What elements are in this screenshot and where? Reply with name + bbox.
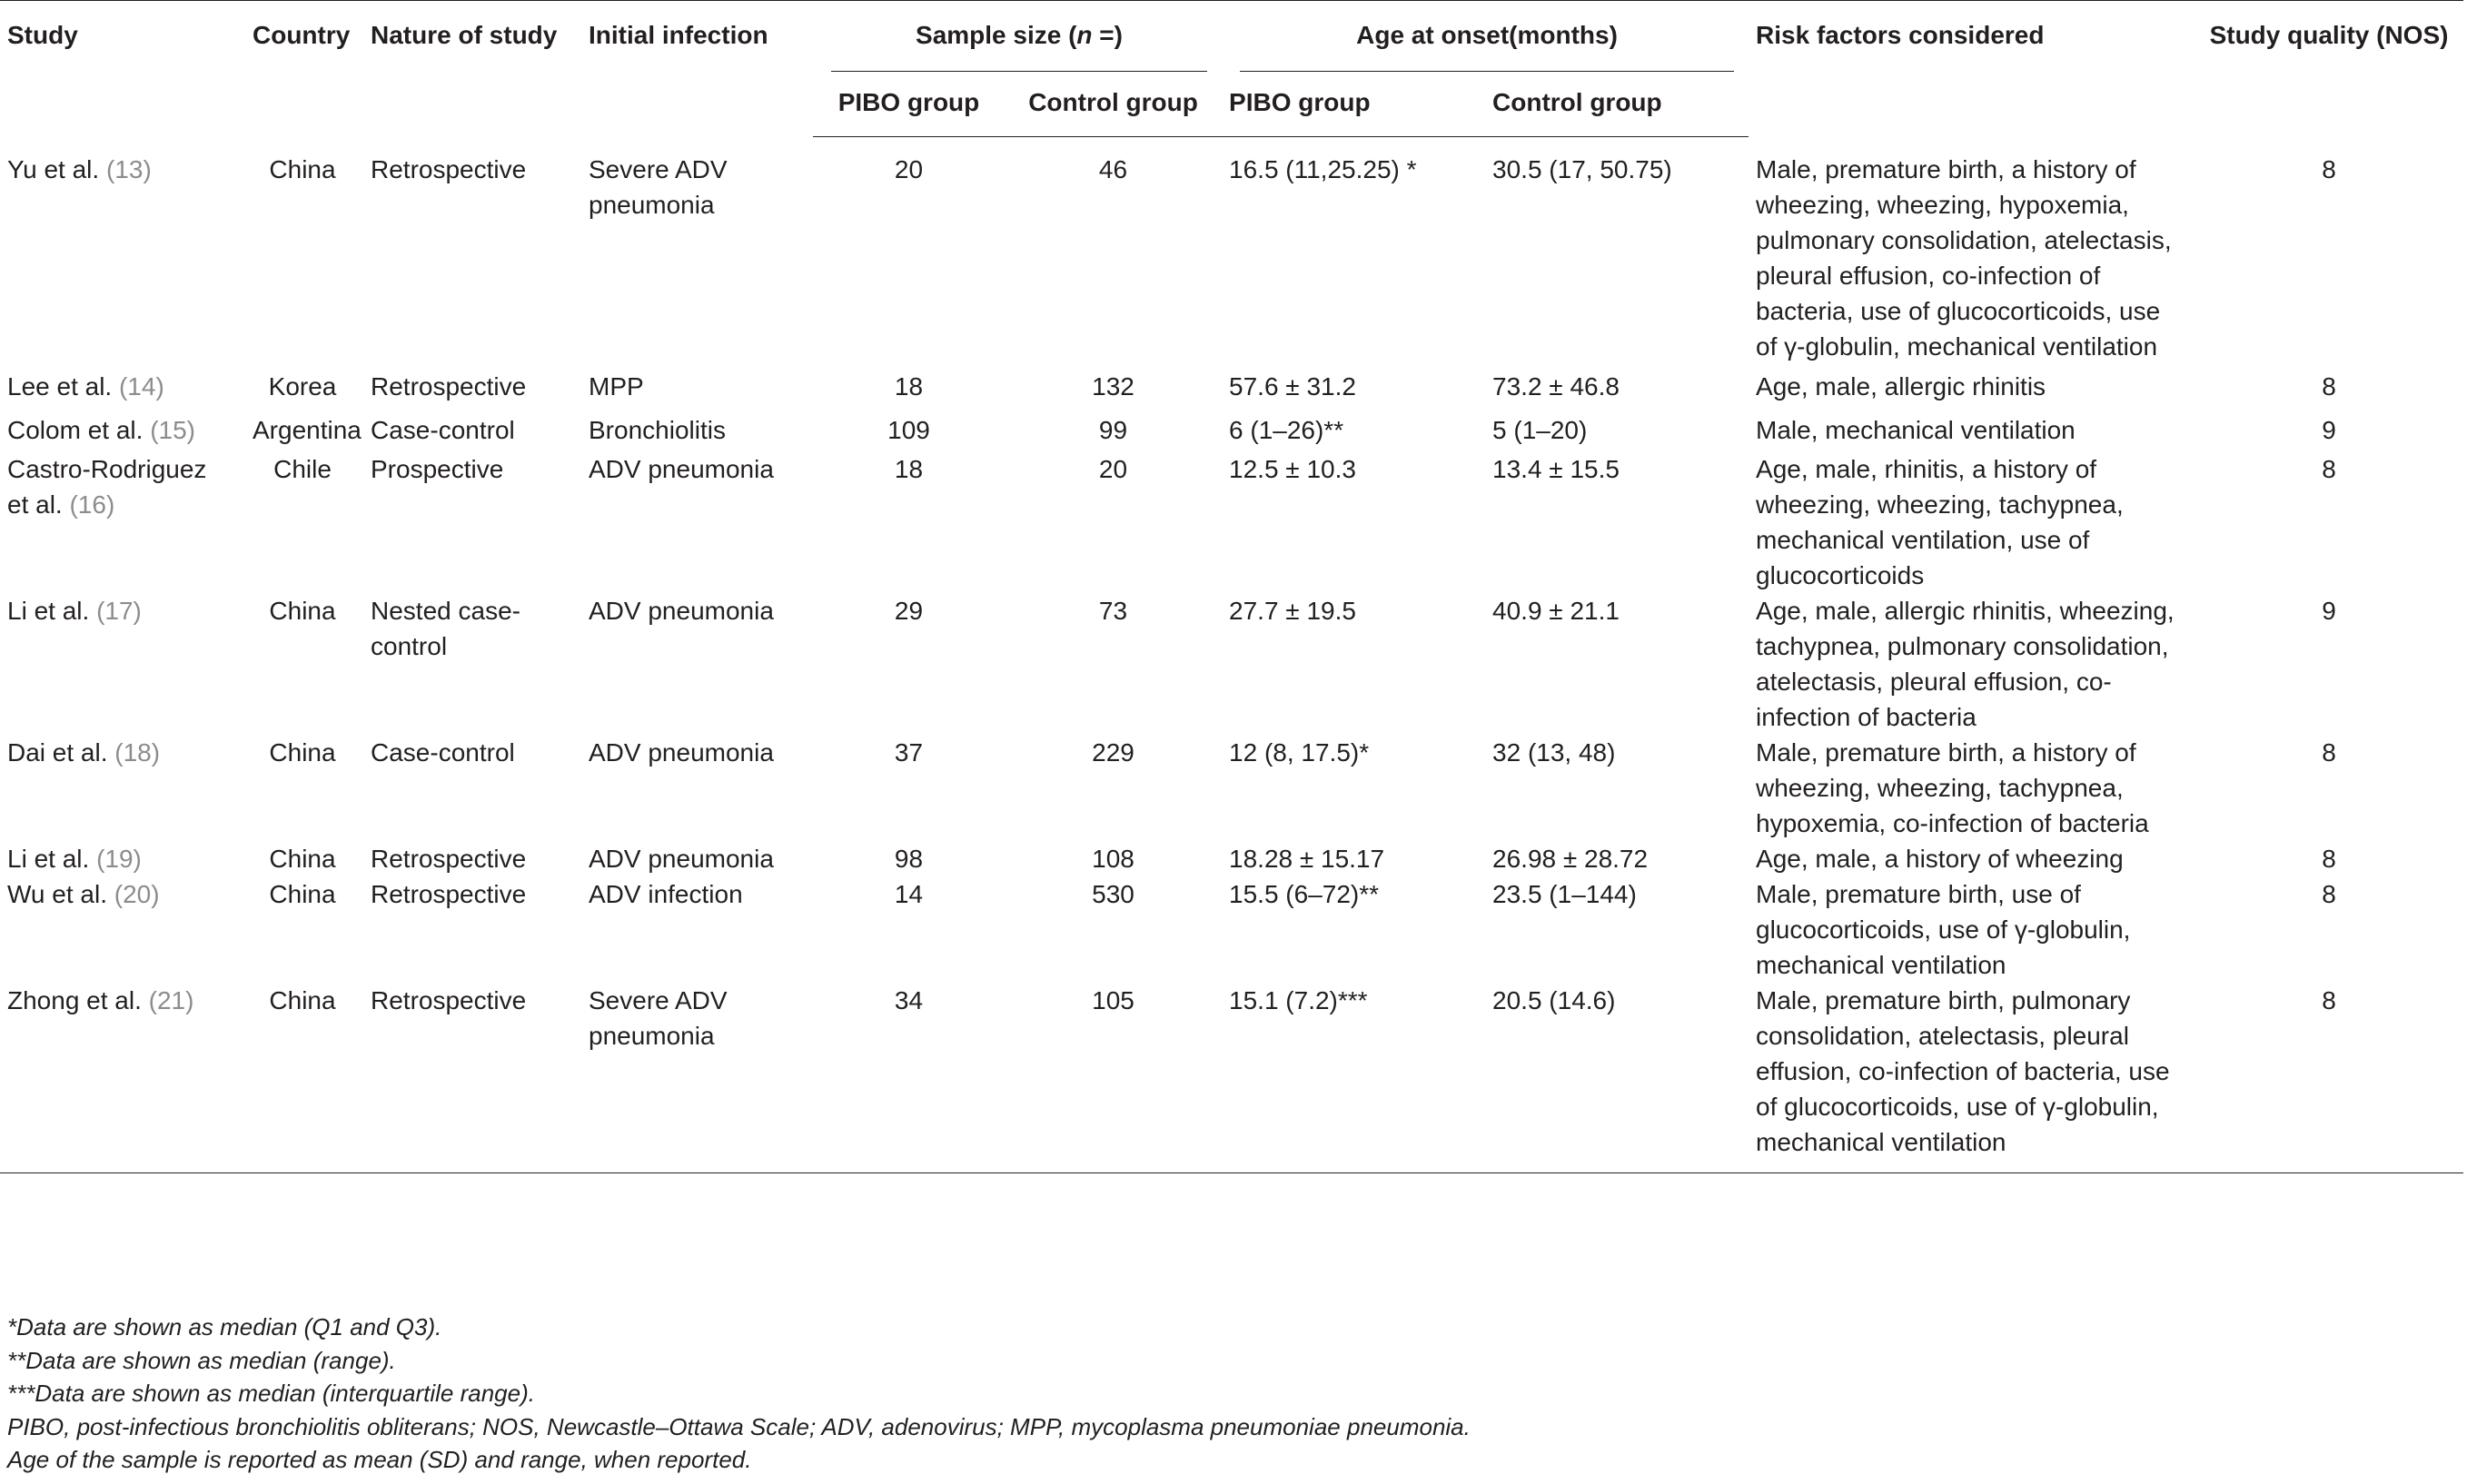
cell-n-pibo: 18	[894, 371, 924, 401]
cell-infection: ADV pneumonia	[589, 454, 774, 483]
cell-age-control: 23.5 (1–144)	[1492, 879, 1637, 908]
study-author: Li et al.	[7, 844, 90, 873]
reference-link[interactable]: (21)	[148, 985, 194, 1014]
cell-age-control: 73.2 ± 46.8	[1492, 371, 1620, 401]
cell-n-control: 99	[1098, 415, 1128, 444]
cell-quality: 8	[2322, 371, 2336, 401]
cell-infection: Bronchiolitis	[589, 415, 726, 444]
study-author: Lee et al.	[7, 371, 113, 401]
cell-nature: Case-control	[371, 415, 515, 444]
cell-infection: ADV infection	[589, 879, 743, 908]
cell-risk-factors: Male, premature birth, a history of wheezing, wheezing, hypoxemia, pulmonary consolidation, atelectasis, pleural effusion, co-infection of bacteria, use of glucocorticoids, use of γ-globulin, mechanical ventilation	[1756, 154, 2172, 361]
cell-country: China	[269, 596, 336, 625]
header-age-control: Control group	[1485, 72, 1749, 137]
cell-n-pibo: 37	[894, 737, 924, 767]
cell-nature: Retrospective	[371, 879, 527, 908]
study-author: Yu et al.	[7, 154, 100, 183]
cell-risk-factors: Male, premature birth, pulmonary consolidation, atelectasis, pleural effusion, co-infection of bacteria, use of glucocorticoids, use of γ-globulin, mechanical ventilation	[1749, 983, 2198, 1173]
cell-risk-factors: Male, mechanical ventilation	[1756, 415, 2076, 444]
header-sample-size: Sample size (n =)	[831, 17, 1207, 72]
cell-country: Chile	[273, 454, 332, 483]
header-row-1	[0, 1, 2463, 73]
header-sample-size-group	[813, 1, 1222, 73]
cell-risk-factors: Age, male, a history of wheezing	[1756, 844, 2124, 873]
table-row	[0, 408, 2463, 451]
cell-nature: Nested case-control	[371, 596, 520, 660]
cell-infection: MPP	[589, 371, 644, 401]
cell-risk-factors: Age, male, allergic rhinitis	[1756, 371, 2046, 401]
cell-age-pibo: 18.28 ± 15.17	[1229, 844, 1385, 873]
cell-quality: 8	[2322, 737, 2336, 767]
cell-nature: Retrospective	[371, 154, 527, 183]
footnote: Age of the sample is reported as mean (SD) and range, when reported.	[7, 1446, 752, 1473]
cell-n-pibo: 18	[894, 454, 924, 483]
cell-study	[0, 841, 245, 876]
cell-infection: ADV pneumonia	[589, 596, 774, 625]
cell-n-pibo: 109	[887, 415, 930, 444]
cell-infection: ADV pneumonia	[589, 737, 774, 767]
cell-age-pibo: 15.1 (7.2)***	[1222, 983, 1485, 1173]
reference-link[interactable]: (19)	[96, 844, 142, 873]
cell-n-pibo: 29	[894, 596, 924, 625]
cell-country: Korea	[268, 371, 337, 401]
reference-link[interactable]: (13)	[105, 154, 152, 183]
cell-study	[0, 364, 245, 408]
cell-age-pibo: 57.6 ± 31.2	[1229, 371, 1356, 401]
cell-age-pibo: 6 (1–26)**	[1229, 415, 1344, 444]
header-study-quality: Study quality (NOS)	[2198, 1, 2463, 137]
cell-n-control: 46	[1098, 155, 1128, 183]
cell-n-pibo: 34	[813, 983, 1008, 1173]
cell-study	[0, 735, 245, 841]
header-country: Country	[245, 1, 363, 137]
header-sample-control: Control group	[1008, 72, 1222, 137]
cell-n-control: 105	[1008, 983, 1222, 1173]
cell-age-pibo: 15.5 (6–72)**	[1229, 879, 1380, 908]
study-author: Li et al.	[7, 596, 90, 625]
cell-study	[0, 876, 245, 983]
cell-n-control: 229	[1092, 737, 1134, 767]
cell-quality: 8	[2322, 454, 2336, 483]
cell-age-control: 5 (1–20)	[1492, 415, 1588, 444]
cell-study	[0, 451, 245, 593]
cell-nature: Case-control	[371, 737, 515, 767]
cell-study	[0, 137, 245, 364]
cell-nature: Retrospective	[363, 983, 581, 1173]
cell-quality: 8	[2322, 844, 2336, 873]
cell-risk-factors: Age, male, allergic rhinitis, wheezing, tachypnea, pulmonary consolidation, atelectasis, pleural effusion, co-infection of bacteria	[1756, 596, 2175, 731]
study-author: Colom et al.	[7, 415, 144, 444]
cell-age-pibo: 12 (8, 17.5)*	[1229, 737, 1370, 767]
header-age-onset-group	[1222, 1, 1749, 73]
header-risk-factors: Risk factors considered	[1749, 1, 2198, 137]
footnote: ***Data are shown as median (interquartile range).	[7, 1380, 535, 1407]
cell-age-control: 40.9 ± 21.1	[1492, 596, 1620, 625]
cell-country: China	[269, 737, 336, 767]
footnote: **Data are shown as median (range).	[7, 1346, 396, 1374]
cell-infection: Severe ADV pneumonia	[589, 154, 728, 219]
header-sample-pibo: PIBO group	[813, 72, 1008, 137]
cell-quality: 8	[2198, 983, 2463, 1173]
cell-n-control: 20	[1098, 454, 1128, 483]
cell-age-pibo: 12.5 ± 10.3	[1229, 454, 1356, 483]
cell-study	[0, 593, 245, 735]
cell-age-pibo: 16.5 (11,25.25) *	[1229, 155, 1417, 183]
cell-quality: 9	[2322, 415, 2336, 444]
table-row	[0, 593, 2463, 735]
cell-age-control: 26.98 ± 28.72	[1492, 844, 1649, 873]
cell-country: Argentina	[253, 415, 362, 444]
cell-nature: Retrospective	[371, 371, 527, 401]
cell-age-control: 30.5 (17, 50.75)	[1492, 155, 1672, 183]
cell-n-pibo: 98	[894, 844, 924, 873]
table-row	[0, 841, 2463, 876]
cell-country: China	[269, 879, 336, 908]
table-body	[0, 137, 2463, 1173]
cell-n-control: 73	[1098, 596, 1128, 625]
study-author: Castro-Rodriguez et al.	[7, 454, 207, 519]
cell-nature: Prospective	[371, 454, 504, 483]
header-infection: Initial infection	[581, 1, 813, 137]
table-row	[0, 876, 2463, 983]
cell-n-pibo: 14	[894, 879, 924, 908]
cell-infection: ADV pneumonia	[589, 844, 774, 873]
table-footnotes	[7, 1311, 1471, 1477]
cell-n-control: 132	[1092, 371, 1134, 401]
reference-link[interactable]: (16)	[69, 490, 115, 519]
header-age-pibo: PIBO group	[1222, 72, 1485, 137]
footnote: PIBO, post-infectious bronchiolitis obliterans; NOS, Newcastle–Ottawa Scale; ADV, adenovirus; MPP, mycoplasma pneumoniae pneumonia.	[7, 1412, 1471, 1440]
table-row	[0, 451, 2463, 593]
cell-quality: 8	[2322, 154, 2336, 183]
reference-link[interactable]: (20)	[114, 879, 160, 908]
cell-risk-factors: Male, premature birth, use of glucocorticoids, use of γ-globulin, mechanical ventilation	[1756, 879, 2131, 979]
cell-nature: Retrospective	[371, 844, 527, 873]
cell-age-control: 32 (13, 48)	[1492, 737, 1616, 767]
cell-age-pibo: 27.7 ± 19.5	[1229, 596, 1356, 625]
cell-risk-factors: Male, premature birth, a history of wheezing, wheezing, tachypnea, hypoxemia, co-infection of bacteria	[1756, 737, 2149, 837]
table-row	[0, 364, 2463, 408]
study-author: Wu et al.	[7, 879, 107, 908]
cell-quality: 9	[2322, 596, 2336, 625]
cell-country: China	[269, 844, 336, 873]
table-row	[0, 983, 2463, 1173]
cell-n-pibo: 20	[894, 155, 924, 183]
study-author: Dai et al.	[7, 737, 108, 767]
cell-n-control: 530	[1092, 879, 1134, 908]
cell-infection: Severe ADV pneumonia	[581, 983, 813, 1173]
reference-link[interactable]: (17)	[96, 596, 142, 625]
reference-link[interactable]: (15)	[150, 415, 195, 444]
header-study: Study	[0, 1, 245, 137]
table-row	[0, 137, 2463, 364]
cell-n-control: 108	[1092, 844, 1134, 873]
cell-age-control: 20.5 (14.6)	[1485, 983, 1749, 1173]
study-author: Zhong et al.	[7, 985, 142, 1014]
footnote: *Data are shown as median (Q1 and Q3).	[7, 1313, 442, 1341]
table-row	[0, 735, 2463, 841]
cell-country: China	[269, 154, 336, 183]
header-nature: Nature of study	[363, 1, 581, 137]
cell-age-control: 13.4 ± 15.5	[1492, 454, 1620, 483]
cell-study	[0, 408, 245, 451]
cell-risk-factors: Age, male, rhinitis, a history of wheezing, wheezing, tachypnea, mechanical ventilation, use of glucocorticoids	[1756, 454, 2124, 589]
sample-size-n-symbol: n	[1076, 21, 1093, 49]
cell-quality: 8	[2322, 879, 2336, 908]
cell-country: China	[245, 983, 363, 1173]
cell-study	[0, 983, 245, 1173]
header-age-onset: Age at onset(months)	[1240, 17, 1734, 72]
reference-link[interactable]: (18)	[114, 737, 161, 767]
reference-link[interactable]: (14)	[118, 371, 164, 401]
